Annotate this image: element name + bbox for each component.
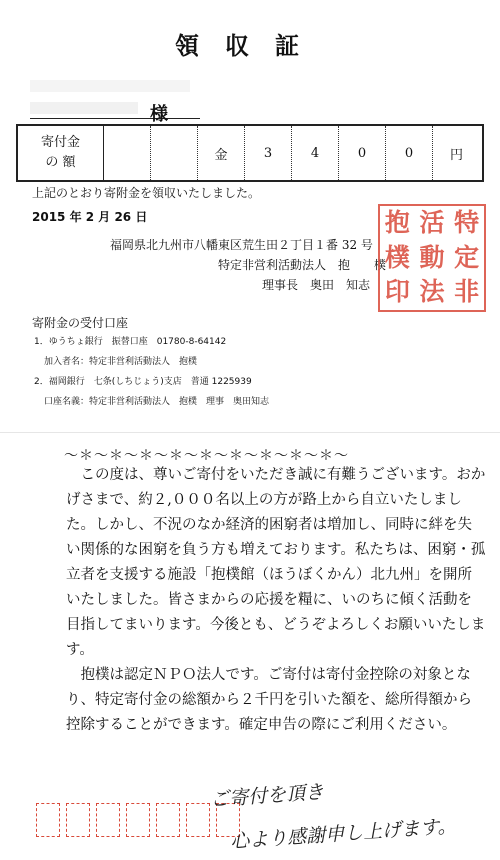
amount-cell	[104, 126, 151, 180]
postal-box	[66, 803, 90, 837]
amount-label: 寄付金 の 額	[18, 126, 104, 180]
postal-box	[186, 803, 210, 837]
honorific: 様	[150, 104, 168, 125]
amount-cell: 金	[198, 126, 245, 180]
account-2: 2．福岡銀行 七条(しちじょう)支店 普通 1225939	[34, 377, 252, 387]
receipt-statement: 上記のとおり寄附金を領収いたしました。	[32, 186, 261, 200]
handwritten-note-line-1: ご寄付を頂き	[209, 781, 325, 811]
receipt-title: 領収証	[175, 31, 325, 60]
accounts-title: 寄附金の受付口座	[32, 316, 129, 330]
handwritten-note-line-2: 心より感謝申し上げます。	[229, 815, 458, 853]
name-underline	[30, 118, 200, 119]
decorative-border: ～＊～＊～＊～＊～＊～＊～＊～＊～＊～	[64, 448, 349, 464]
amount-cell: 円	[449, 147, 463, 163]
letter-paragraph: 抱樸は認定ＮＰＯ法人です。ご寄付は寄付金控除の対象となり、特定寄付金の総額から２千円を引いた額を、総所得額から控除することができます。確定申告の際にご利用ください。	[66, 667, 472, 733]
amount-cell: 4	[292, 126, 339, 180]
postal-box	[36, 803, 60, 837]
representative: 理事長 奥田 知志	[262, 278, 371, 292]
amount-table	[16, 124, 484, 182]
org-address: 福岡県北九州市八幡東区荒生田２丁目１番 32 号	[110, 238, 373, 252]
amount-cell: 3	[245, 126, 292, 180]
amount-cell: 0	[339, 126, 386, 180]
org-name: 特定非営利活動法人 抱 樸	[218, 258, 387, 272]
letter-body	[66, 463, 486, 738]
postal-box	[156, 803, 180, 837]
account-1-holder: 加入者名：特定非営利活動法人 抱樸	[44, 357, 198, 367]
account-2-holder: 口座名義：特定非営利活動法人 抱樸 理事 奥田知志	[44, 397, 270, 407]
redacted-name	[30, 102, 138, 114]
account-1: 1．ゆうちょ銀行 振替口座 01780-8-64142	[34, 337, 227, 347]
thank-you-letter	[0, 432, 500, 860]
amount-cell: 0	[386, 126, 433, 180]
postal-box	[96, 803, 120, 837]
red-seal-stamp: 抱 活 特 樸 動 定 印 法 非	[378, 204, 486, 312]
receipt-date: 2015 年 2 月 26 日	[32, 210, 148, 224]
postal-box	[126, 803, 150, 837]
redacted-address	[30, 80, 190, 92]
amount-cell	[151, 126, 198, 180]
letter-paragraph: この度は、尊いご寄付をいただき誠に有難うございます。おかげさまで、約２,０００名以上の方が路上から自立いたしました。しかし、不況のなか経済的困窮者は増加し、同時に絆を失い関係的な困窮を負う方も増えております。私たちは、困窮・孤立者を支援する施設「抱樸館（ほうぼくかん）北九州」を開所いたしました。皆さまからの応援を糧に、いのちに傾く活動を目指してまいります。今後とも、どうぞよろしくお願いいたします。	[66, 467, 486, 658]
